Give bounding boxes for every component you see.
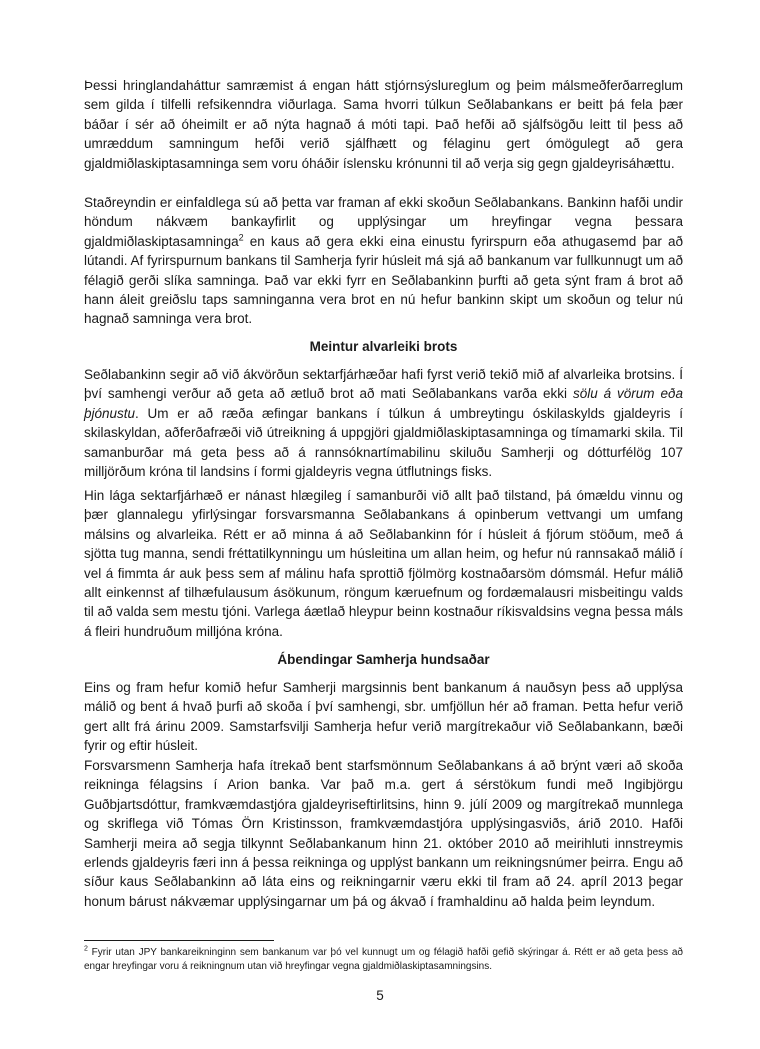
paragraph-3-text-a: Seðlabankinn segir að við ákvörðun sektarfjárhæðar hafi fyrst verið tekið mið af alvarleika brotsins. Í því samhengi verður að geta að ætluð brot að mati Seðlabankans varða ekki: [84, 367, 683, 402]
footnote-divider: [84, 940, 274, 941]
paragraph-5: Eins og fram hefur komið hefur Samherji margsinnis bent bankanum á nauðsyn þess að upplýsa málið og bent á hvað þurfi að skoða í því samhengi, sbr. umfjöllun hér að framan. Þetta hefur verið gert allt frá árinu 2009. Samstarfsvilji Samherja hefur verið margítrekaður við Seðlabankann, bæði fyrir og eftir húsleit.: [84, 680, 683, 754]
paragraph-1: Þessi hringlandaháttur samræmist á engan hátt stjórnsýslureglum og þeim málsmeðferðarreglum sem gilda í tilfelli refsikenndra viðurlaga. Sama hvorri túlkun Seðlabankans er beitt þá fela þær báðar í sér að óheimilt er að nýta hagnað á móti tapi. Það hefði að sjálfsögðu leitt til þess að umræddum samningum hefði verið sjálfhætt og félaginu gert ómögulegt að gera gjaldmiðlaskiptasamninga sem voru óháðir íslensku krónunni til að verja sig gegn gjaldeyrisáhættu.: [84, 78, 683, 171]
footnote: [84, 946, 683, 974]
section-heading-ignored: Ábendingar Samherja hundsaðar: [277, 652, 490, 667]
paragraph-2-text-a: Staðreyndin er einfaldlega sú að þetta var framan af ekki skoðun Seðlabankans. Bankinn hafði undir höndum nákvæm bankayfirlit og upplýsingar um hreyfingar vegna þessara gjaldmiðlaskiptasamninga: [84, 195, 683, 249]
footnote-text: Fyrir utan JPY bankareikninginn sem bankanum var þó vel kunnugt um og félagið hafði gefið skýringar á. Rétt er að geta þess að engar hreyfingar voru á reikningnum utan við hreyfingar vegna gjaldmiðlaskiptasamningsins.: [84, 947, 683, 972]
page-number: 5: [376, 988, 384, 1003]
paragraph-3: [84, 365, 683, 481]
footnote-reference: 2: [238, 232, 244, 243]
section-heading-severity: Meintur alvarleiki brots: [309, 339, 458, 354]
paragraph-4: Hin lága sektarfjárhæð er nánast hlægileg í samanburði við allt það tilstand, þá ómældu vinnu og þær glannalegu yfirlýsingar forsvarsmanna Seðlabankans á opinberum vettvangi um umfang málsins og alvarleika. Rétt er að minna á að Seðlabankinn fór í húsleit á fjórum stöðum, með á sjötta tug manna, sendi fréttatilkynningu um húsleitina um allan heim, og hefur nú rannsakað málið í vel á fimmta ár auk þess sem af málinu hafa sprottið fjölmörg kostnaðarsöm dómsmál. Hefur málið allt einkennst af tilhæfulausum ásökunum, röngum kæruefnum og fordæmalausri misbeitingu valds til að valda sem mestu tjóni. Varlega áætlað hleypur beinn kostnaður ríkisvaldsins vegna þessa máls á fleiri hundruðum milljóna króna.: [84, 488, 683, 639]
paragraph-2-text-b: en kaus að gera ekki eina einustu fyrirspurn eða athugasemd þar að lútandi. Af fyrirspurnum bankans til Samherja fyrir húsleit má sjá að bankanum var fullkunnugt um að félagið gerði slíka samninga. Það var ekki fyrr en Seðlabankinn þurfti að geta sýnt fram á brot að hann áleit greiðslu taps samninganna vera brot en nú hefur bankinn skipt um skoðun og telur nú hagnað samninga vera brot.: [84, 233, 683, 327]
paragraph-2: [84, 193, 683, 329]
paragraph-3-italic: sölu á vörum eða þjónustu: [84, 386, 683, 421]
paragraph-6: Forsvarsmenn Samherja hafa ítrekað bent starfsmönnum Seðlabankans á að brýnt væri að skoða reikninga félagsins í Arion banka. Var það m.a. gert á sérstökum fundi með Ingibjörgu Guðbjartsdóttur, framkvæmdastjóra gjaldeyriseftirlitsins, hinn 9. júlí 2009 og margítrekað munnlega og skriflega við Tómas Örn Kristinsson, framkvæmdastjóra upplýsingasviðs, árið 2010. Hafði Samherji meira að segja tilkynnt Seðlabankanum hinn 21. október 2010 að meirihluti innstreymis erlends gjaldeyris færi inn á þessa reikninga og upplýst bankann um reikningsnúmer þeirra. Engu að síður kaus Seðlabankinn að láta eins og reikningarnir væru ekki til fram að 24. apríl 2013 þegar honum bárust nákvæmar upplýsingarnar um þá og ákvað í framhaldinu að halda þeim leyndum.: [84, 758, 683, 909]
footnote-marker: 2: [84, 945, 88, 953]
paragraph-3-text-b: . Um er að ræða æfingar bankans í túlkun á umbreytingu óskilaskylds gjaldeyris í skilaskyldan, aðferðafræði við útreikning á uppgjöri gjaldmiðlaskiptasamninga og tímamarki skila. Til samanburðar má geta þess að á rannsóknartímabilinu skiluðu Samherji og dótturfélög 107 milljörðum króna til landsins í formi gjaldeyris vegna útflutnings fisks.: [84, 405, 683, 480]
